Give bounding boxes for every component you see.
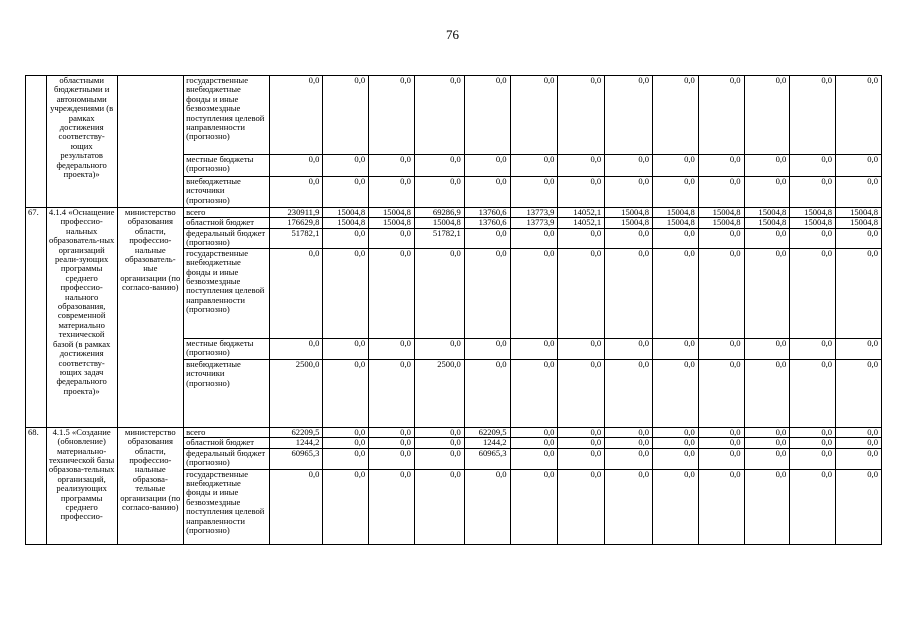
funding-source: областной бюджет <box>184 218 270 228</box>
amount-cell: 0,0 <box>464 469 510 544</box>
amount-cell: 0,0 <box>323 155 369 177</box>
amount-cell: 0,0 <box>698 338 744 359</box>
amount-cell: 0,0 <box>369 248 415 338</box>
amount-cell: 0,0 <box>605 448 653 469</box>
amount-cell: 0,0 <box>510 438 558 448</box>
amount-cell: 0,0 <box>270 469 323 544</box>
amount-cell: 0,0 <box>790 359 836 427</box>
amount-cell: 0,0 <box>605 427 653 437</box>
amount-cell: 62209,5 <box>270 427 323 437</box>
amount-cell: 0,0 <box>270 248 323 338</box>
amount-cell: 14052,1 <box>558 218 605 228</box>
amount-cell: 0,0 <box>698 438 744 448</box>
amount-cell: 0,0 <box>790 338 836 359</box>
amount-cell: 0,0 <box>270 177 323 208</box>
amount-cell: 0,0 <box>790 448 836 469</box>
amount-cell: 0,0 <box>510 359 558 427</box>
amount-cell: 0,0 <box>369 427 415 437</box>
amount-cell: 0,0 <box>836 248 882 338</box>
amount-cell: 0,0 <box>790 228 836 248</box>
funding-source: внебюджетные источники (прогнозно) <box>184 359 270 427</box>
amount-cell: 0,0 <box>836 338 882 359</box>
amount-cell: 0,0 <box>744 155 790 177</box>
amount-cell: 0,0 <box>464 76 510 155</box>
executor: министерство образования области, профессио-нальные образова-тельные организации (по согласо-ванию) <box>117 427 184 544</box>
amount-cell: 69286,9 <box>414 208 464 218</box>
amount-cell: 15004,8 <box>653 208 699 218</box>
amount-cell: 0,0 <box>464 359 510 427</box>
amount-cell: 0,0 <box>744 359 790 427</box>
amount-cell: 0,0 <box>744 228 790 248</box>
amount-cell: 0,0 <box>558 228 605 248</box>
amount-cell: 0,0 <box>323 338 369 359</box>
amount-cell: 0,0 <box>323 359 369 427</box>
amount-cell: 0,0 <box>744 427 790 437</box>
amount-cell: 0,0 <box>558 338 605 359</box>
amount-cell: 0,0 <box>653 155 699 177</box>
amount-cell: 0,0 <box>790 248 836 338</box>
amount-cell: 0,0 <box>744 448 790 469</box>
amount-cell: 15004,8 <box>369 218 415 228</box>
amount-cell: 0,0 <box>790 469 836 544</box>
amount-cell: 0,0 <box>836 427 882 437</box>
amount-cell: 0,0 <box>653 248 699 338</box>
amount-cell: 0,0 <box>698 469 744 544</box>
amount-cell: 0,0 <box>698 228 744 248</box>
amount-cell: 51782,1 <box>270 228 323 248</box>
table-row <box>26 208 882 218</box>
funding-source: местные бюджеты (прогнозно) <box>184 338 270 359</box>
amount-cell: 0,0 <box>605 359 653 427</box>
amount-cell: 0,0 <box>558 427 605 437</box>
amount-cell: 0,0 <box>836 469 882 544</box>
amount-cell: 0,0 <box>323 448 369 469</box>
funding-source: государственные внебюджетные фонды и иные безвозмездные поступления целевой направленности (прогнозно) <box>184 248 270 338</box>
amount-cell: 0,0 <box>836 359 882 427</box>
amount-cell: 62209,5 <box>464 427 510 437</box>
table-body <box>26 76 882 545</box>
amount-cell: 0,0 <box>653 359 699 427</box>
amount-cell: 15004,8 <box>836 208 882 218</box>
amount-cell: 0,0 <box>510 76 558 155</box>
amount-cell: 15004,8 <box>698 208 744 218</box>
amount-cell: 0,0 <box>698 427 744 437</box>
amount-cell: 0,0 <box>369 448 415 469</box>
amount-cell: 0,0 <box>653 448 699 469</box>
amount-cell: 15004,8 <box>414 218 464 228</box>
amount-cell: 0,0 <box>323 248 369 338</box>
amount-cell: 15004,8 <box>744 208 790 218</box>
amount-cell: 0,0 <box>605 469 653 544</box>
amount-cell: 60965,3 <box>270 448 323 469</box>
amount-cell: 15004,8 <box>323 218 369 228</box>
amount-cell: 0,0 <box>558 248 605 338</box>
amount-cell: 0,0 <box>369 76 415 155</box>
amount-cell: 0,0 <box>698 448 744 469</box>
amount-cell: 0,0 <box>464 155 510 177</box>
amount-cell: 0,0 <box>744 76 790 155</box>
amount-cell: 0,0 <box>836 438 882 448</box>
amount-cell: 15004,8 <box>605 208 653 218</box>
amount-cell: 0,0 <box>836 155 882 177</box>
amount-cell: 0,0 <box>653 338 699 359</box>
amount-cell: 230911,9 <box>270 208 323 218</box>
amount-cell: 0,0 <box>510 448 558 469</box>
amount-cell: 0,0 <box>464 338 510 359</box>
amount-cell: 0,0 <box>558 469 605 544</box>
table-row <box>26 76 882 155</box>
amount-cell: 0,0 <box>323 469 369 544</box>
amount-cell: 0,0 <box>369 155 415 177</box>
amount-cell: 0,0 <box>653 469 699 544</box>
amount-cell: 0,0 <box>323 427 369 437</box>
amount-cell: 0,0 <box>698 76 744 155</box>
amount-cell: 0,0 <box>414 248 464 338</box>
amount-cell: 0,0 <box>510 248 558 338</box>
amount-cell: 0,0 <box>510 155 558 177</box>
amount-cell: 15004,8 <box>323 208 369 218</box>
amount-cell: 0,0 <box>790 438 836 448</box>
amount-cell: 0,0 <box>558 438 605 448</box>
funding-source: федеральный бюджет (прогнозно) <box>184 228 270 248</box>
executor <box>117 76 184 208</box>
amount-cell: 0,0 <box>510 338 558 359</box>
amount-cell: 0,0 <box>510 177 558 208</box>
amount-cell: 0,0 <box>464 177 510 208</box>
amount-cell: 0,0 <box>790 76 836 155</box>
amount-cell: 1244,2 <box>464 438 510 448</box>
amount-cell: 0,0 <box>414 177 464 208</box>
amount-cell: 0,0 <box>414 76 464 155</box>
amount-cell: 13760,6 <box>464 218 510 228</box>
amount-cell: 0,0 <box>369 177 415 208</box>
amount-cell: 0,0 <box>558 177 605 208</box>
amount-cell: 0,0 <box>605 248 653 338</box>
amount-cell: 0,0 <box>323 76 369 155</box>
amount-cell: 0,0 <box>653 427 699 437</box>
amount-cell: 0,0 <box>369 438 415 448</box>
funding-source: внебюджетные источники (прогнозно) <box>184 177 270 208</box>
amount-cell: 0,0 <box>414 338 464 359</box>
amount-cell: 0,0 <box>605 177 653 208</box>
executor: министерство образования области, профессио-нальные образователь-ные организации (по согласо-ванию) <box>117 208 184 428</box>
row-number <box>26 76 47 208</box>
amount-cell: 51782,1 <box>414 228 464 248</box>
amount-cell: 0,0 <box>270 338 323 359</box>
amount-cell: 0,0 <box>558 76 605 155</box>
amount-cell: 0,0 <box>369 338 415 359</box>
measure-name: 4.1.5 «Создание (обновление) материально-технической базы образова-тельных организаций, реализующих программы среднего профессио- <box>46 427 117 544</box>
amount-cell: 0,0 <box>558 359 605 427</box>
amount-cell: 0,0 <box>510 228 558 248</box>
amount-cell: 0,0 <box>464 228 510 248</box>
amount-cell: 15004,8 <box>653 218 699 228</box>
amount-cell: 0,0 <box>414 155 464 177</box>
amount-cell: 0,0 <box>836 228 882 248</box>
amount-cell: 0,0 <box>414 448 464 469</box>
funding-source: местные бюджеты (прогнозно) <box>184 155 270 177</box>
page-number: 76 <box>446 27 459 42</box>
amount-cell: 15004,8 <box>744 218 790 228</box>
amount-cell: 0,0 <box>605 155 653 177</box>
budget-table <box>25 75 882 545</box>
amount-cell: 15004,8 <box>836 218 882 228</box>
amount-cell: 15004,8 <box>790 218 836 228</box>
funding-source: государственные внебюджетные фонды и иные безвозмездные поступления целевой направленности (прогнозно) <box>184 76 270 155</box>
amount-cell: 0,0 <box>605 438 653 448</box>
amount-cell: 0,0 <box>510 427 558 437</box>
amount-cell: 0,0 <box>323 228 369 248</box>
amount-cell: 0,0 <box>323 438 369 448</box>
amount-cell: 0,0 <box>744 177 790 208</box>
table-row <box>26 427 882 437</box>
amount-cell: 0,0 <box>323 177 369 208</box>
measure-name: 4.1.4 «Оснащение профессио-нальных образователь-ных организаций реали-зующих программы среднего профессио-нального образования, современной материально технической базой (в рамках достижения соответству-ющих задач федерального проекта)» <box>46 208 117 428</box>
amount-cell: 0,0 <box>605 228 653 248</box>
funding-source: всего <box>184 208 270 218</box>
amount-cell: 0,0 <box>790 177 836 208</box>
amount-cell: 0,0 <box>558 448 605 469</box>
amount-cell: 0,0 <box>790 427 836 437</box>
amount-cell: 0,0 <box>510 469 558 544</box>
measure-name: областными бюджетными и автономными учреждениями (в рамках достижения соответству-ющих результатов федерального проекта)» <box>46 76 117 208</box>
amount-cell: 0,0 <box>653 177 699 208</box>
amount-cell: 0,0 <box>744 469 790 544</box>
amount-cell: 15004,8 <box>605 218 653 228</box>
amount-cell: 14052,1 <box>558 208 605 218</box>
funding-source: федеральный бюджет (прогнозно) <box>184 448 270 469</box>
amount-cell: 0,0 <box>369 469 415 544</box>
funding-source: областной бюджет <box>184 438 270 448</box>
row-number: 68. <box>26 427 47 544</box>
amount-cell: 0,0 <box>744 438 790 448</box>
amount-cell: 0,0 <box>369 359 415 427</box>
amount-cell: 13773,9 <box>510 208 558 218</box>
amount-cell: 0,0 <box>698 177 744 208</box>
amount-cell: 1244,2 <box>270 438 323 448</box>
amount-cell: 0,0 <box>698 155 744 177</box>
amount-cell: 0,0 <box>605 338 653 359</box>
amount-cell: 0,0 <box>653 76 699 155</box>
amount-cell: 15004,8 <box>698 218 744 228</box>
amount-cell: 0,0 <box>698 248 744 338</box>
amount-cell: 0,0 <box>270 155 323 177</box>
amount-cell: 2500,0 <box>270 359 323 427</box>
amount-cell: 15004,8 <box>790 208 836 218</box>
amount-cell: 0,0 <box>653 228 699 248</box>
amount-cell: 13773,9 <box>510 218 558 228</box>
amount-cell: 0,0 <box>836 448 882 469</box>
amount-cell: 0,0 <box>605 76 653 155</box>
amount-cell: 0,0 <box>464 248 510 338</box>
amount-cell: 0,0 <box>698 359 744 427</box>
amount-cell: 0,0 <box>270 76 323 155</box>
amount-cell: 0,0 <box>414 438 464 448</box>
amount-cell: 0,0 <box>653 438 699 448</box>
row-number: 67. <box>26 208 47 428</box>
amount-cell: 0,0 <box>369 228 415 248</box>
amount-cell: 15004,8 <box>369 208 415 218</box>
amount-cell: 60965,3 <box>464 448 510 469</box>
funding-source: всего <box>184 427 270 437</box>
amount-cell: 0,0 <box>558 155 605 177</box>
amount-cell: 0,0 <box>744 338 790 359</box>
amount-cell: 0,0 <box>414 427 464 437</box>
funding-source: государственные внебюджетные фонды и иные безвозмездные поступления целевой направленности (прогнозно) <box>184 469 270 544</box>
amount-cell: 13760,6 <box>464 208 510 218</box>
amount-cell: 0,0 <box>836 177 882 208</box>
amount-cell: 176629,8 <box>270 218 323 228</box>
amount-cell: 0,0 <box>836 76 882 155</box>
amount-cell: 0,0 <box>744 248 790 338</box>
amount-cell: 2500,0 <box>414 359 464 427</box>
amount-cell: 0,0 <box>790 155 836 177</box>
amount-cell: 0,0 <box>414 469 464 544</box>
